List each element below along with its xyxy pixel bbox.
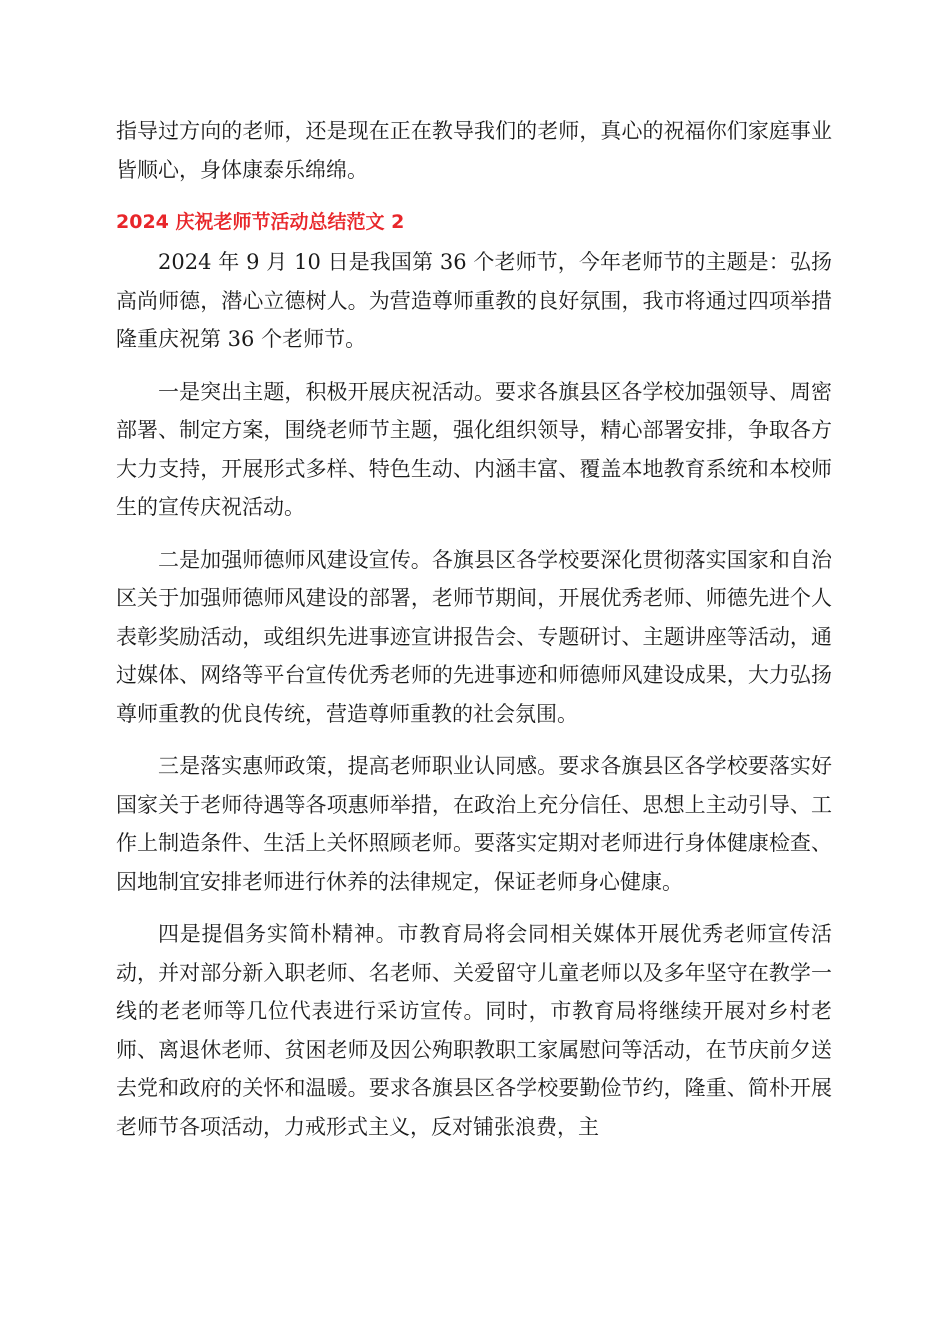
lead-paragraph: 指导过方向的老师，还是现在正在教导我们的老师，真心的祝福你们家庭事业皆顺心，身体康泰乐绵绵。 bbox=[116, 119, 832, 182]
document-body bbox=[116, 112, 832, 1160]
paragraph-measure-1: 一是突出主题，积极开展庆祝活动。要求各旗县区各学校加强领导、周密部署、制定方案，围绕老师节主题，强化组织领导，精心部署安排，争取各方大力支持，开展形式多样、特色生动、内涵丰富、覆盖本地教育系统和本校师生的宣传庆祝活动。 bbox=[116, 379, 832, 519]
paragraph-intro: 2024 年 9 月 10 日是我国第 36 个老师节，今年老师节的主题是：弘扬高尚师德，潜心立德树人。为营造尊师重教的良好氛围，我市将通过四项举措隆重庆祝第 36 个老师节。 bbox=[116, 250, 832, 351]
paragraph-measure-3: 三是落实惠师政策，提高老师职业认同感。要求各旗县区各学校要落实好国家关于老师待遇等各项惠师举措，在政治上充分信任、思想上主动引导、工作上制造条件、生活上关怀照顾老师。要落实定期对老师进行身体健康检查、因地制宜安排老师进行休养的法律规定，保证老师身心健康。 bbox=[116, 754, 832, 894]
paragraph-measure-2: 二是加强师德师风建设宣传。各旗县区各学校要深化贯彻落实国家和自治区关于加强师德师风建设的部署，老师节期间，开展优秀老师、师德先进个人表彰奖励活动，或组织先进事迹宣讲报告会、专题研讨、主题讲座等活动，通过媒体、网络等平台宣传优秀老师的先进事迹和师德师风建设成果，大力弘扬尊师重教的优良传统，营造尊师重教的社会氛围。 bbox=[116, 547, 832, 726]
section-heading: 2024 庆祝老师节活动总结范文 2 bbox=[116, 211, 405, 233]
paragraph-measure-4: 四是提倡务实简朴精神。市教育局将会同相关媒体开展优秀老师宣传活动，并对部分新入职老师、名老师、关爱留守儿童老师以及多年坚守在教学一线的老老师等几位代表进行采访宣传。同时，市教育局将继续开展对乡村老师、离退休老师、贫困老师及因公殉职教职工家属慰问等活动，在节庆前夕送去党和政府的关怀和温暖。要求各旗县区各学校要勤俭节约，隆重、简朴开展老师节各项活动，力戒形式主义，反对铺张浪费，主 bbox=[116, 922, 832, 1139]
